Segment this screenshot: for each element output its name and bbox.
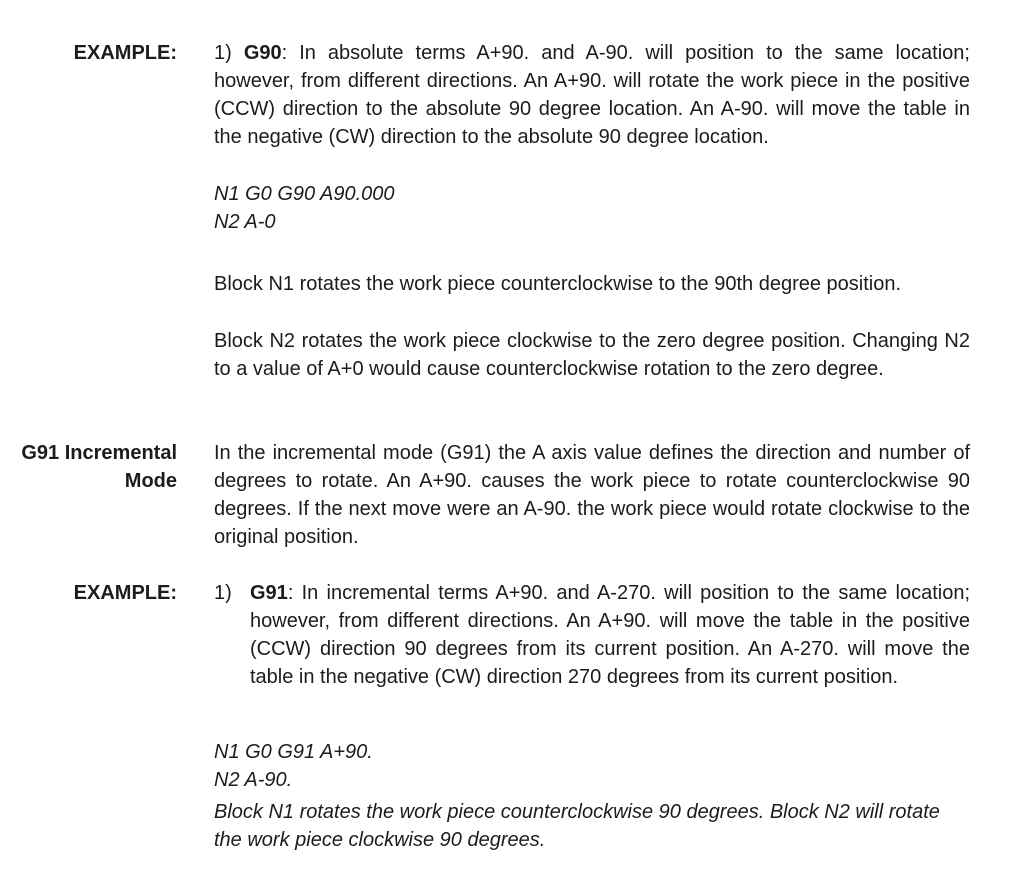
heading-line: Mode bbox=[124, 470, 177, 492]
program-line: N2 A-0 bbox=[214, 211, 276, 233]
g90-code: G90 bbox=[243, 42, 282, 64]
program-line: N2 A-90. bbox=[214, 769, 293, 791]
g91-program bbox=[214, 738, 970, 794]
g91-example-text bbox=[250, 579, 970, 691]
example-label: EXAMPLE: bbox=[73, 42, 177, 64]
g91-note: Block N1 rotates the work piece counterclockwise 90 degrees. Block N2 will rotate the work piece clockwise 90 degrees. bbox=[214, 801, 940, 851]
g91-description: In the incremental mode (G91) the A axis value defines the direction and number of degrees to rotate. An A+90. causes the work piece to rotate counterclockwise 90 degrees. If the next move were an A-90. the work piece would rotate clockwise to the original position. bbox=[214, 442, 970, 548]
section-heading bbox=[21, 439, 177, 495]
note-n1: Block N1 rotates the work piece counterclockwise to the 90th degree position. bbox=[214, 273, 902, 295]
program-line: N1 G0 G90 A90.000 bbox=[214, 183, 395, 205]
note-n2: Block N2 rotates the work piece clockwise to the zero degree position. Changing N2 to a value of A+0 would cause counterclockwise rotation to the zero degree. bbox=[214, 330, 970, 380]
g90-text: : In absolute terms A+90. and A-90. will position to the same location; however, from different directions. An A+90. will rotate the work piece in the positive (CCW) direction to the absolute 90 degree location. An A-90. will move the table in the negative (CW) direction to the absolute 90 degree location. bbox=[214, 42, 970, 148]
heading-line: G91 Incremental bbox=[21, 442, 177, 464]
program-line: N1 G0 G91 A+90. bbox=[214, 741, 373, 763]
g90-description bbox=[214, 39, 970, 151]
example-label: EXAMPLE: bbox=[73, 582, 177, 604]
item-number: 1) bbox=[214, 42, 232, 64]
g91-code: G91 bbox=[250, 582, 288, 604]
g90-program bbox=[214, 180, 970, 236]
g91-text: : In incremental terms A+90. and A-270. will position to the same location; however, from different directions. An A+90. will move the table in the positive (CCW) direction 90 degrees from its current position. An A-270. will move the table in the negative (CW) direction 270 degrees from its current position. bbox=[250, 582, 970, 688]
item-number: 1) bbox=[214, 582, 232, 604]
